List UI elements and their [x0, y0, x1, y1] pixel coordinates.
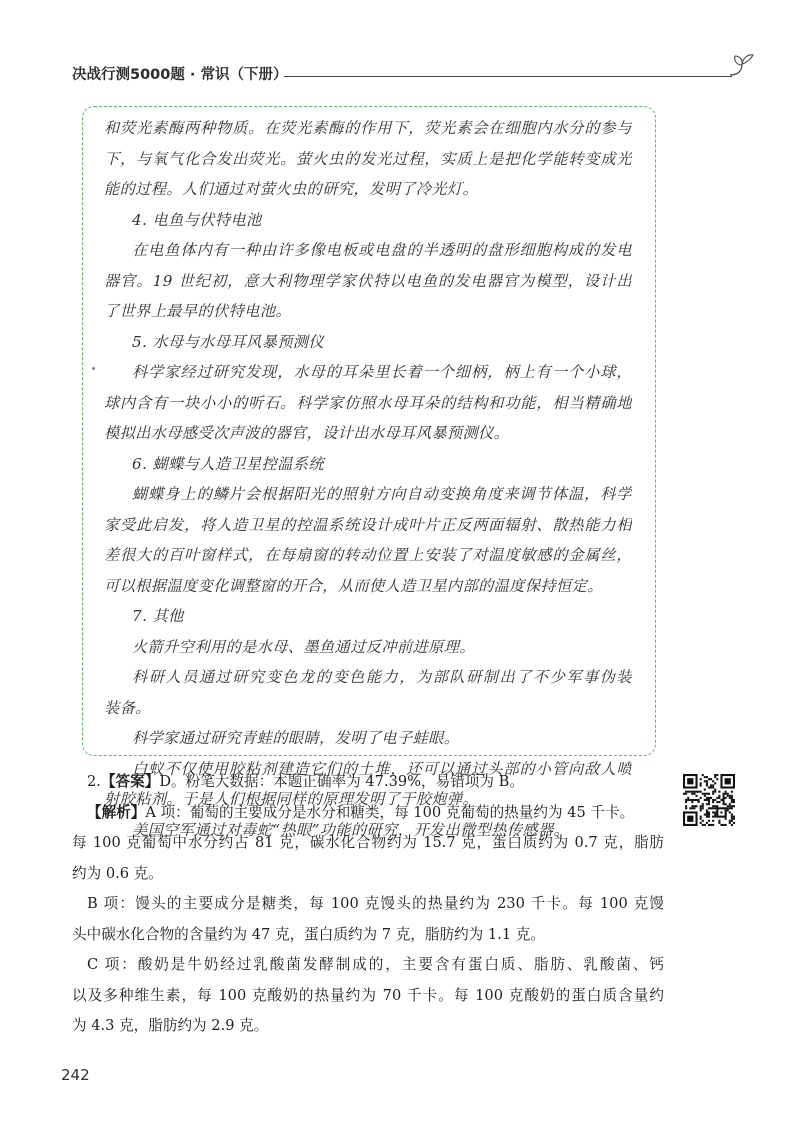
- book-title: 决战行测5000题 · 常识（下册）: [72, 67, 288, 83]
- answer-text: D。粉笔大数据：本题正确率为 47.39%，易错项为 B。: [159, 773, 524, 790]
- note-line: 射胶粘剂。于是人们根据同样的原理发明了干胶炮弹。: [104, 790, 479, 808]
- analysis-line: 以及多种维生素，每 100 克酸奶的热量约为 70 千卡。每 100 克酸奶的蛋白质含量约: [72, 986, 664, 1004]
- analysis-line: 头中碳水化合物的含量约为 47 克，蛋白质约为 7 克，脂肪约为 1.1 克。: [72, 925, 545, 943]
- analysis-line: C 项：酸奶是牛奶经过乳酸菌发酵制成的，主要含有蛋白质、脂肪、乳酸菌、钙: [87, 956, 664, 973]
- note-line: 科学家经过研究发现，水母的耳朵里长着一个细柄，柄上有一个小球，: [132, 363, 632, 381]
- note-line: 能的过程。人们通过对萤火虫的研究，发明了冷光灯。: [104, 180, 479, 198]
- answer-line: [72, 767, 664, 798]
- sprout-icon: [726, 51, 756, 81]
- qr-code-icon[interactable]: [683, 774, 735, 826]
- note-line: 家受此启发，将人造卫星的控温系统设计成叶片正反两面辐射、散热能力相: [104, 515, 632, 534]
- analysis-line: 为 4.3 克，脂肪约为 2.9 克。: [72, 1017, 269, 1034]
- note-line: 白蚁不仅使用胶粘剂建造它们的土堆，还可以通过头部的小管向敌人喷: [132, 759, 632, 778]
- note-line: 可以根据温度变化调整窗的开合，从而使人造卫星内部的温度保持恒定。: [104, 576, 603, 595]
- knowledge-note-text: [104, 113, 635, 845]
- analysis-text: A 项：葡萄的主要成分是水分和糖类，每 100 克葡萄的热量约为 45 千卡。: [145, 803, 635, 821]
- note-line: 和荧光素酶两种物质。在荧光素酶的作用下，荧光素会在细胞内水分的参与: [104, 119, 632, 137]
- note-line: 在电鱼体内有一种由许多像电板或电盘的半透明的盘形细胞构成的发电: [132, 241, 632, 259]
- note-line: 模拟出水母感受次声波的器官，设计出水母耳风暴预测仪。: [104, 424, 510, 442]
- note-line: 科学家通过研究青蛙的眼睛，发明了电子蛙眼。: [132, 729, 460, 747]
- note-line: 球内含有一块小小的听石。科学家仿照水母耳朵的结构和功能，相当精确地: [104, 393, 632, 412]
- question-number: 2.: [87, 773, 101, 790]
- note-heading: 4. 电鱼与伏特电池: [132, 210, 262, 229]
- note-line: 美国空军通过对毒蛇“热眼”功能的研究，开发出微型热传感器。: [132, 820, 570, 839]
- note-line: 科研人员通过研究变色龙的变色能力，为部队研制出了不少军事伪装: [132, 668, 632, 686]
- note-line: 装备。: [104, 698, 151, 717]
- note-line: 了世界上最早的伏特电池。: [104, 302, 292, 320]
- analysis-line: 每 100 克葡萄中水分约占 81 克，碳水化合物约为 15.7 克，蛋白质约为 0.7 克，脂肪: [72, 834, 664, 851]
- header-rule: [284, 76, 732, 77]
- analysis-line: [72, 798, 664, 829]
- note-line: 蝴蝶身上的鳞片会根据阳光的照射方向自动变换角度来调节体温，科学: [132, 485, 632, 503]
- analysis-label: 【解析】: [87, 803, 146, 821]
- running-header: [72, 63, 756, 89]
- note-heading: 7. 其他: [132, 607, 184, 625]
- analysis-line: 约为 0.6 克。: [72, 864, 163, 882]
- note-line: 火箭升空利用的是水母、墨鱼通过反冲前进原理。: [132, 637, 475, 656]
- note-line: 器官。19 世纪初，意大利物理学家伏特以电鱼的发电器官为模型，设计出: [104, 271, 632, 290]
- answer-section: [72, 767, 664, 1042]
- note-line: 下，与氧气化合发出荧光。萤火虫的发光过程，实质上是把化学能转变成光: [104, 149, 632, 168]
- note-heading: 5. 水母与水母耳风暴预测仪: [132, 332, 324, 351]
- note-heading: 6. 蝴蝶与人造卫星控温系统: [132, 454, 324, 473]
- answer-label: 【答案】: [100, 773, 160, 790]
- margin-mark: [92, 367, 95, 370]
- page-number: 242: [61, 1066, 90, 1084]
- note-line: 差很大的百叶窗样式，在每扇窗的转动位置上安装了对温度敏感的金属丝，: [104, 546, 632, 564]
- analysis-line: B 项：馒头的主要成分是糖类，每 100 克馒头的热量约为 230 千卡。每 100 克馒: [87, 895, 664, 912]
